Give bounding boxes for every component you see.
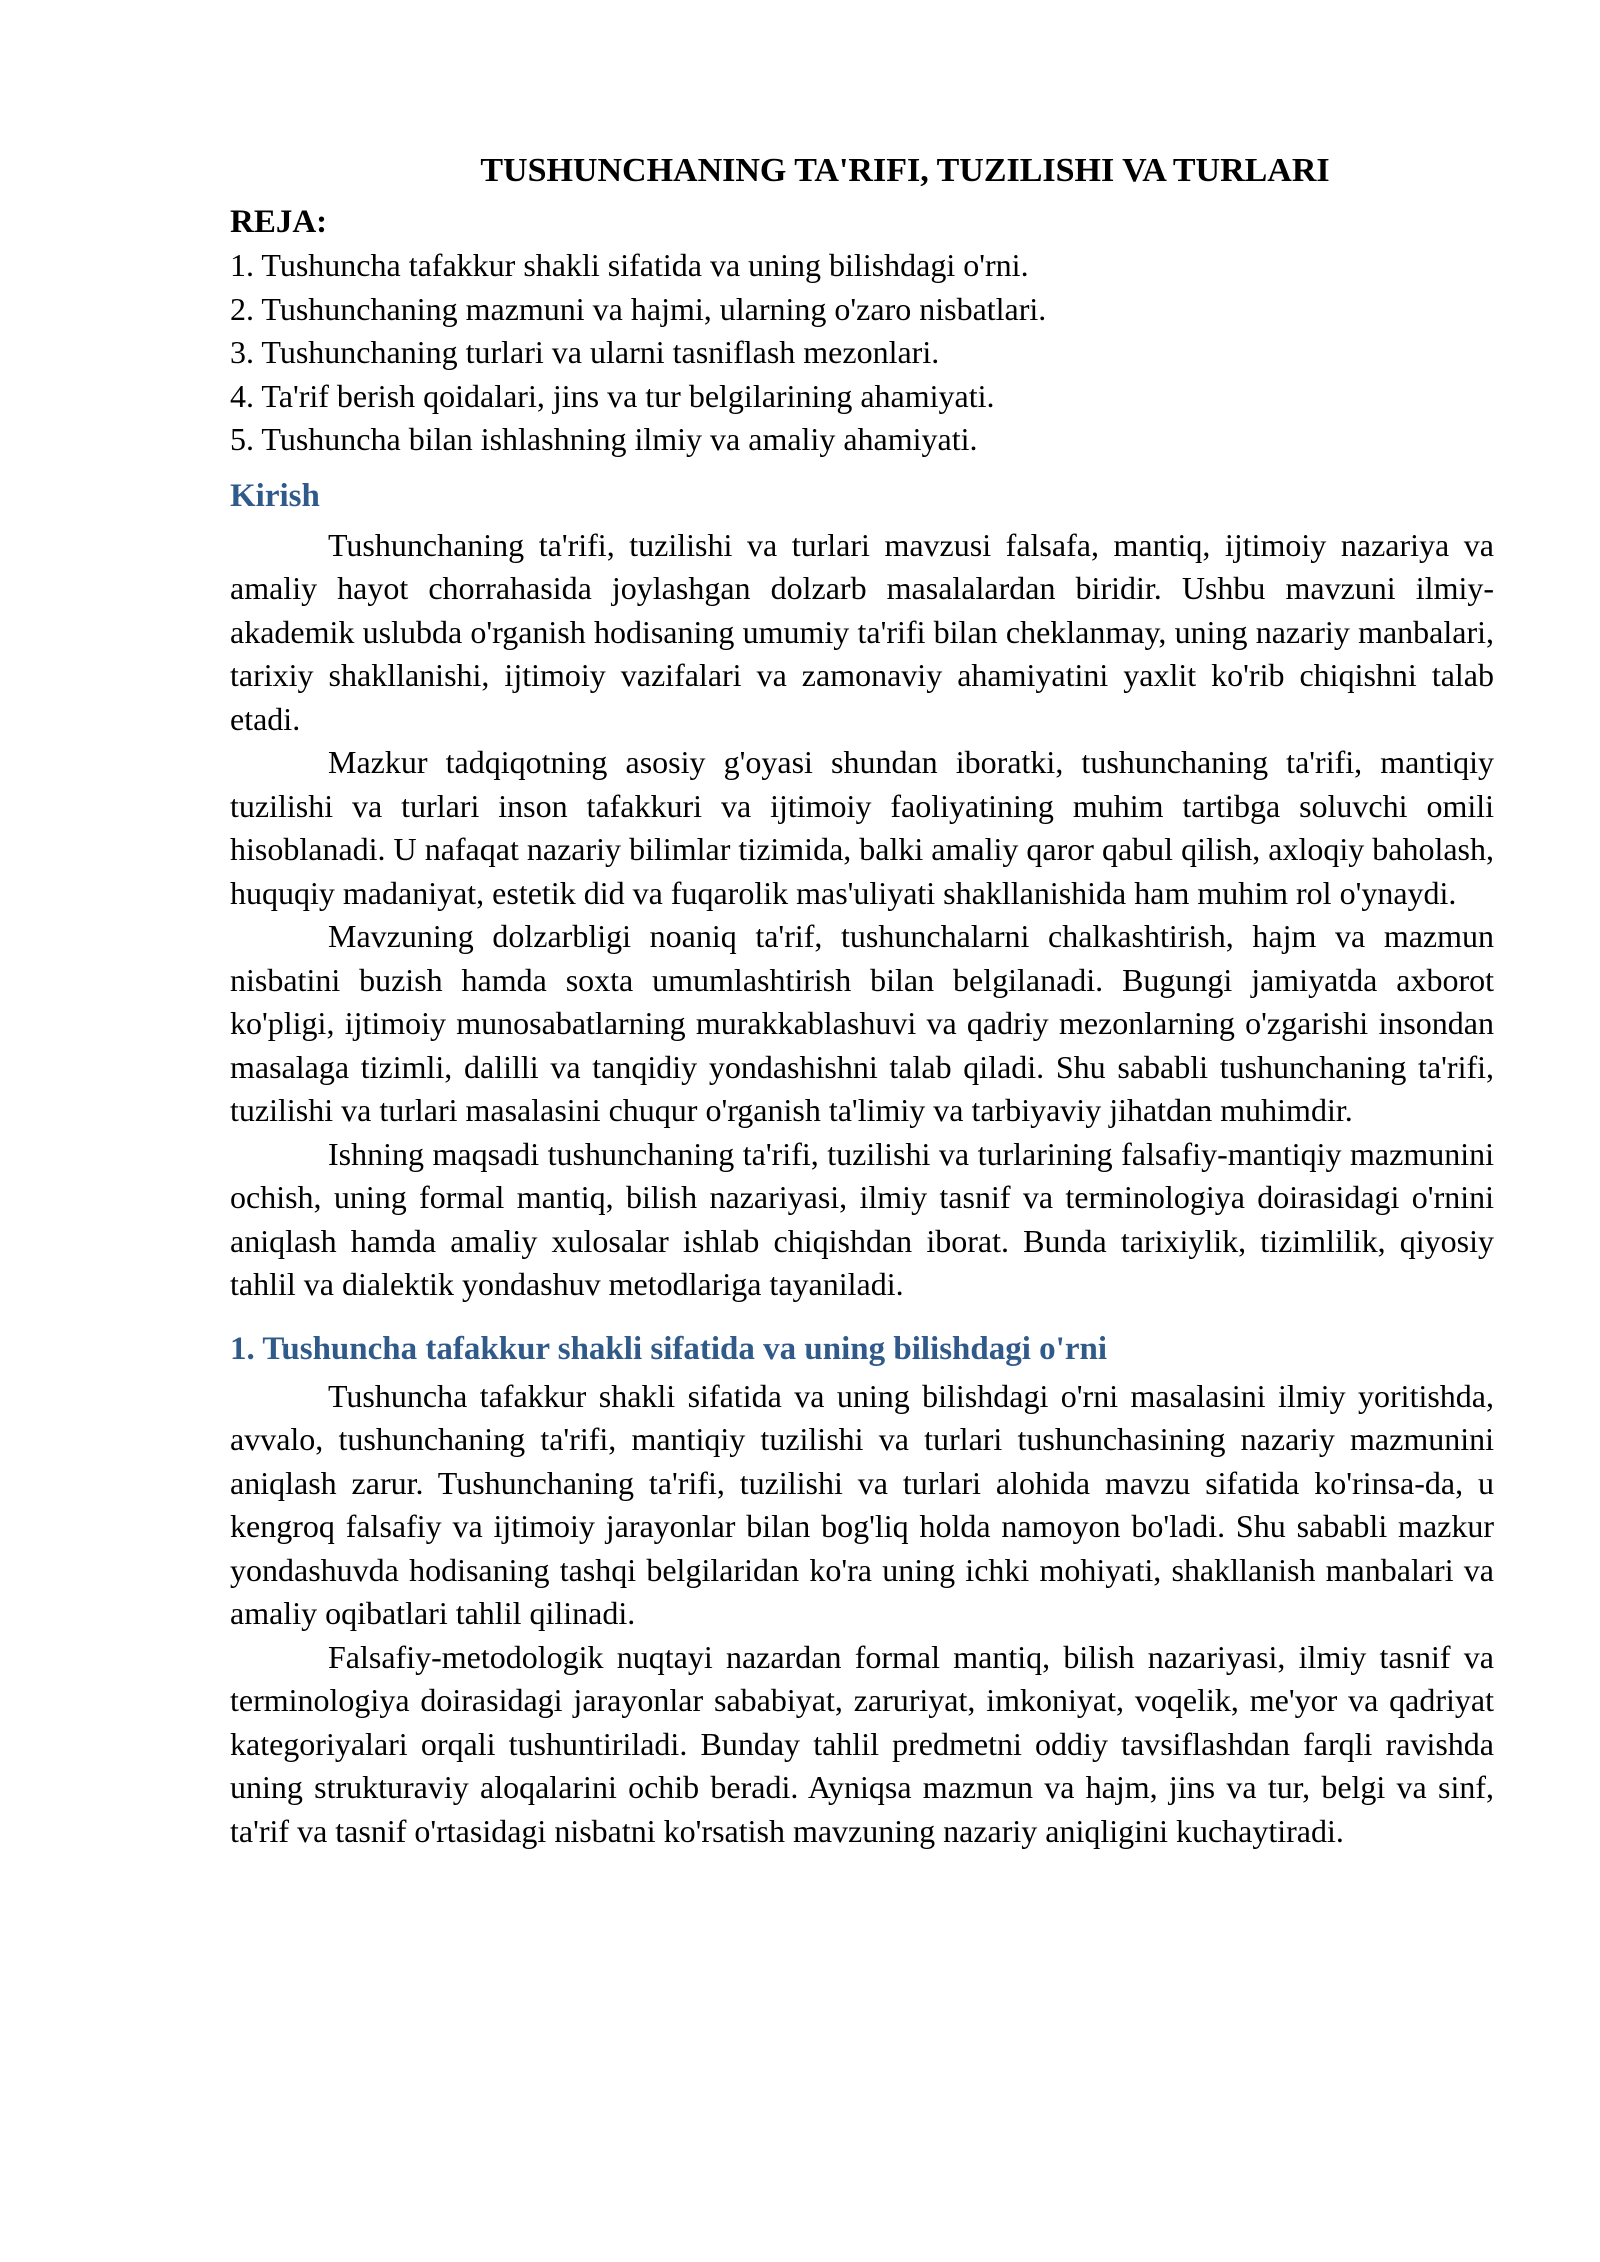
section-1-paragraph: Falsafiy-metodologik nuqtayi nazardan formal mantiq, bilish nazariyasi, ilmiy tasnif va terminologiya doirasidagi jarayonlar sababiyat, zaruriyat, imkoniyat, voqelik, me'yor va qadriyat kategoriyalari orqali tushuntiriladi. Bunday tahlil predmetni oddiy tavsiflashdan farqli ravishda uning strukturaviy aloqalarini ochib beradi. Ayniqsa mazmun va hajm, jins va tur, belgi va sinf, ta'rif va tasnif o'rtasidagi nisbatni ko'rsatish mavzuning nazariy aniqligini kuchaytiradi. bbox=[230, 1638, 1494, 1849]
intro-paragraph: Mazkur tadqiqotning asosiy g'oyasi shundan iboratki, tushunchaning ta'rifi, mantiqiy tuzilishi va turlari inson tafakkuri va ijtimoiy faoliyatining muhim tartibga soluvchi omili hisoblanadi. U nafaqat nazariy bilimlar tizimida, balki amaliy qaror qabul qilish, axloqiy baholash, huquqiy madaniyat, estetik did va fuqarolik mas'uliyati shakllanishida ham muhim rol o'ynaydi. bbox=[230, 744, 1494, 911]
plan-item: 4. Ta'rif berish qoidalari, jins va tur belgilarining ahamiyati. bbox=[230, 377, 995, 414]
page-content bbox=[230, 150, 1494, 1853]
plan-list bbox=[230, 244, 1494, 462]
intro-paragraph: Ishning maqsadi tushunchaning ta'rifi, tuzilishi va turlarining falsafiy-mantiqiy mazmunini ochish, uning formal mantiq, bilish nazariyasi, ilmiy tasnif va terminologiya doirasidagi o'rnini aniqlash hamda amaliy xulosalar ishlab chiqishdan iborat. Bunda tarixiylik, tizimlilik, qiyosiy tahlil va dialektik yondashuv metodlariga tayaniladi. bbox=[230, 1135, 1494, 1302]
document-title: TUSHUNCHANING TA'RIFI, TUZILISHI VA TURLARI bbox=[480, 152, 1330, 189]
intro-heading: Kirish bbox=[230, 477, 320, 514]
section-1-paragraph: Tushuncha tafakkur shakli sifatida va uning bilishdagi o'rni masalasini ilmiy yoritishda, avvalo, tushunchaning ta'rifi, mantiqiy tuzilishi va turlari tushunchasining nazariy mazmunini aniqlash zarur. Tushunchaning ta'rifi, tuzilishi va turlari alohida mavzu sifatida ko'rinsa-da, u kengroq falsafiy va ijtimoiy jarayonlar bilan bog'liq holda namoyon bo'ladi. Shu sababli mazkur yondashuvda hodisaning tashqi belgilaridan ko'ra uning ichki mohiyati, shakllanish manbalari va amaliy oqibatlari tahlil qilinadi. bbox=[230, 1377, 1494, 1631]
plan-item: 3. Tushunchaning turlari va ularni tasniflash mezonlari. bbox=[230, 334, 940, 370]
plan-item: 1. Tushuncha tafakkur shakli sifatida va uning bilishdagi o'rni. bbox=[230, 247, 1029, 283]
section-1-heading: 1. Tushuncha tafakkur shakli sifatida va uning bilishdagi o'rni bbox=[230, 1330, 1108, 1367]
plan-heading: REJA: bbox=[230, 204, 328, 240]
intro-paragraph: Mavzuning dolzarbligi noaniq ta'rif, tushunchalarni chalkashtirish, hajm va mazmun nisbatini buzish hamda soxta umumlashtirish bilan belgilanadi. Bugungi jamiyatda axborot ko'pligi, ijtimoiy munosabatlarning murakkablashuvi va qadriy mezonlarning o'zgarishi insondan masalaga tizimli, dalilli va tanqidiy yondashishni talab qiladi. Shu sababli tushunchaning ta'rifi, tuzilishi va turlari masalasini chuqur o'rganish ta'limiy va tarbiyaviy jihatdan muhimdir. bbox=[230, 918, 1494, 1128]
intro-paragraph: Tushunchaning ta'rifi, tuzilishi va turlari mavzusi falsafa, mantiq, ijtimoiy nazariya va amaliy hayot chorrahasida joylashgan dolzarb masalalardan biridir. Ushbu mavzuni ilmiy-akademik uslubda o'rganish hodisaning umumiy ta'rifi bilan cheklanmay, uning nazariy manbalari, tarixiy shakllanishi, ijtimoiy vazifalari va zamonaviy ahamiyatini yaxlit ko'rib chiqishni talab etadi. bbox=[230, 526, 1494, 737]
plan-item: 5. Tushuncha bilan ishlashning ilmiy va amaliy ahamiyati. bbox=[230, 421, 978, 457]
plan-item: 2. Tushunchaning mazmuni va hajmi, ularning o'zaro nisbatlari. bbox=[230, 290, 1047, 327]
